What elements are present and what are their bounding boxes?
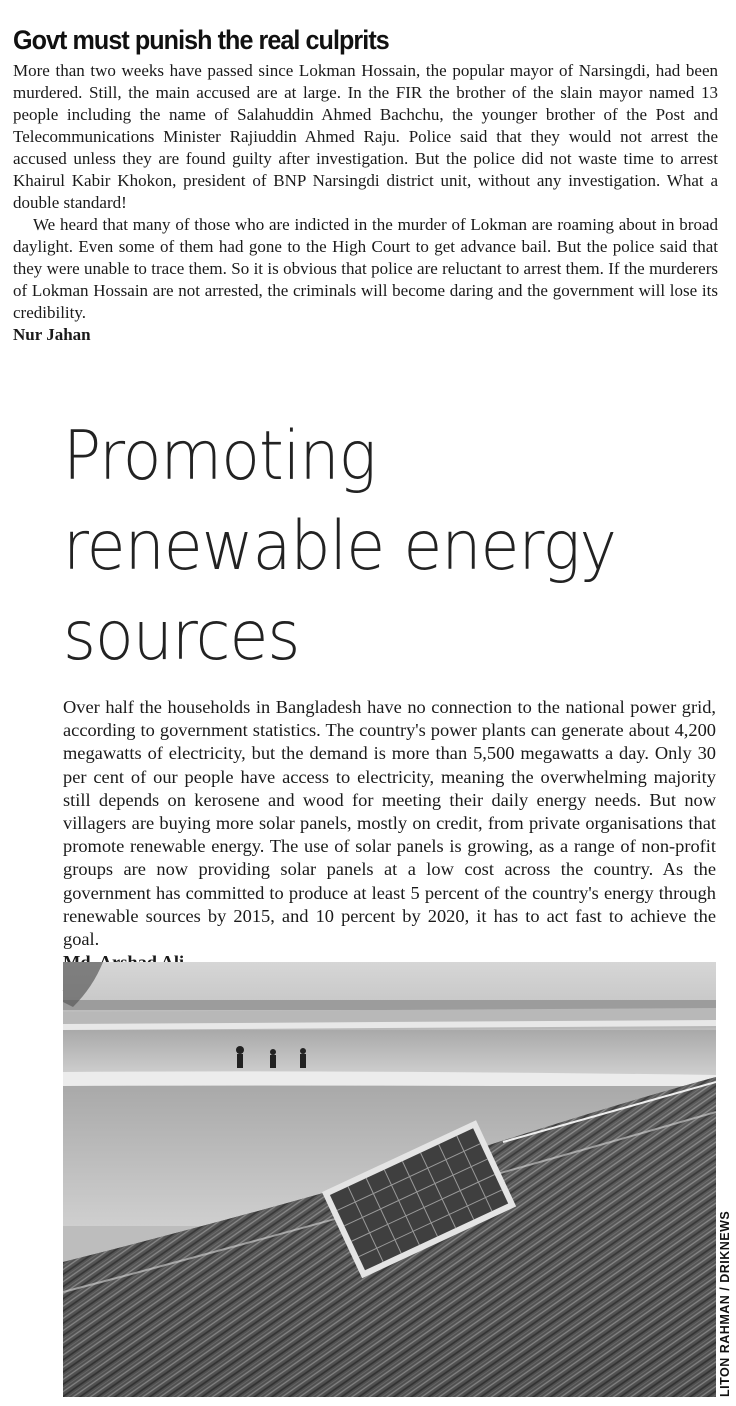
letter-paragraph-1: More than two weeks have passed since Lokman Hossain, the popular mayor of Narsingdi, had been murdered. Still, the main accused are at large. In the FIR the brother of the slain mayor named 13 people including the name of Salahuddin Ahmed Bachchu, the younger brother of the Post and Telecommunications Minister Rajiuddin Ahmed Raju. Police said that they would not arrest the accused unless they are found guilty after investigation. But the police did not waste time to arrest Khairul Kabir Khokon, president of BNP Narsingdi district unit, without any investigation. What a double standard! (13, 61, 718, 212)
solar-panel-photo (63, 962, 716, 1397)
letter-headline: Govt must punish the real culprits (13, 25, 389, 55)
letter-author: Nur Jahan (13, 325, 91, 344)
feature-section (63, 412, 716, 1021)
letter-section (13, 24, 718, 346)
letter-paragraph-2: We heard that many of those who are indicted in the murder of Lokman are roaming about in broad daylight. Even some of them had gone to the High Court to get advance bail. But the police said that they were unable to trace them. So it is obvious that police are reluctant to arrest them. If the murderers of Lokman Hossain are not arrested, the criminals will become daring and the government will lose its credibility. (13, 215, 718, 322)
feature-headline: Promoting renewable energy sources (63, 417, 616, 676)
photo-credit: LITON RAHMAN / DRIKNEWS (718, 1210, 732, 1397)
feature-body: Over half the households in Bangladesh have no connection to the national power grid, according to government statistics. The country's power plants can generate about 4,200 megawatts of electricity, but the demand is more than 5,500 megawatts a day. Only 30 per cent of our people have access to electricity, meaning the overwhelming majority still depends on kerosene and wood for meeting their daily energy needs. But now villagers are buying more solar panels, mostly on credit, from private organisations that promote renewable energy. The use of solar panels is growing, as a range of non-profit groups are now providing solar panels at a low cost across the country. As the government has committed to produce at least 5 percent of the country's energy through renewable sources by 2015, and 10 percent by 2020, it has to act fast to achieve the goal. (63, 697, 716, 950)
